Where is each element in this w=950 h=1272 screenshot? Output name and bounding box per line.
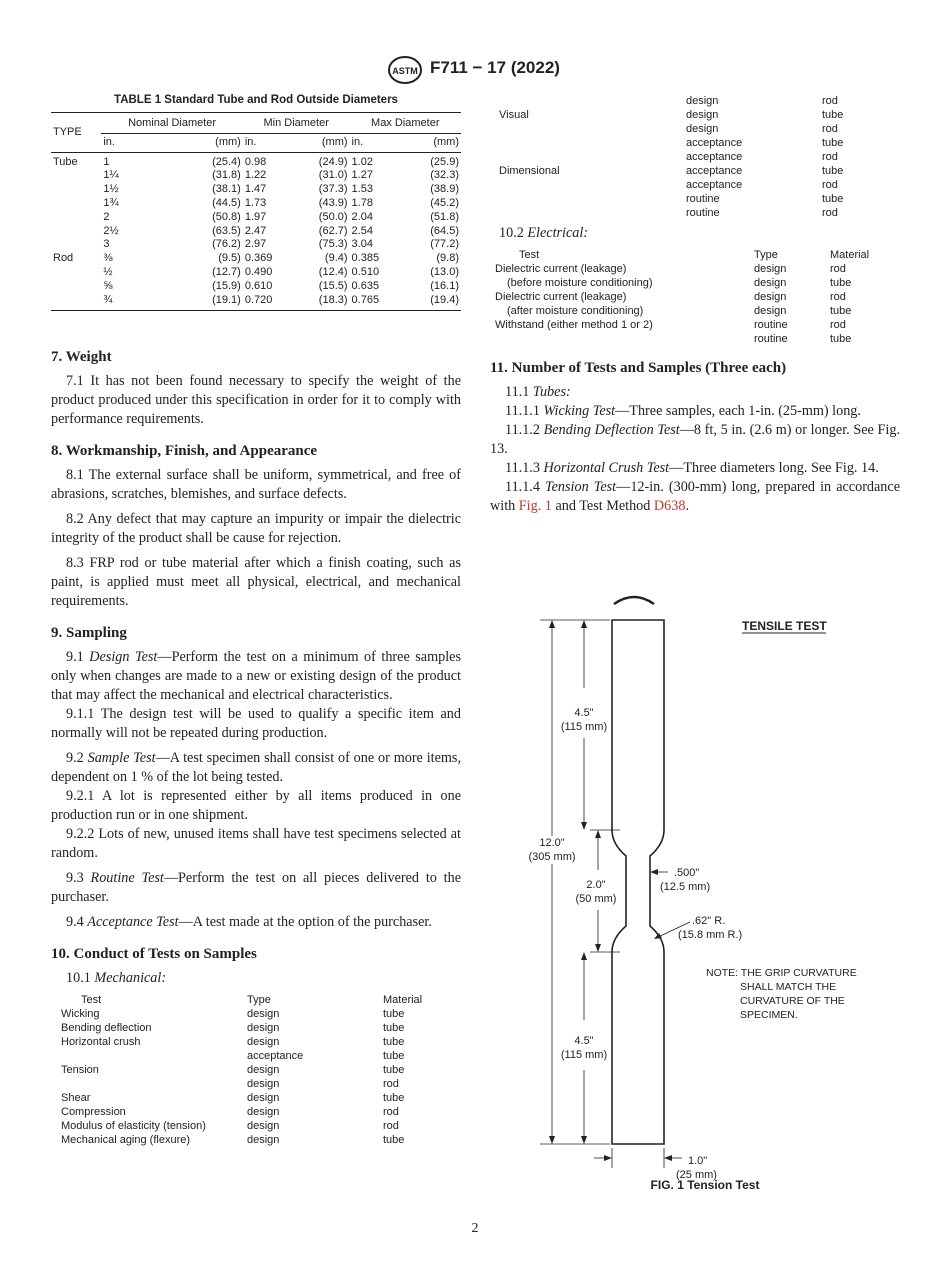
table1-cell: (77.2) [430, 238, 459, 251]
elec-row-cell: Withstand (either method 1 or 2) [495, 319, 653, 331]
mech-cont-row-cell: design [686, 109, 719, 121]
dim-500: .500" [674, 867, 700, 879]
table1-row [51, 266, 461, 280]
mech-cont-row-cell [499, 150, 686, 164]
table1-cell: (9.4) [324, 252, 348, 265]
mech-cont-row-cell: acceptance [686, 165, 743, 177]
dim-radius-mm: (15.8 mm R.) [678, 929, 743, 941]
table1-cell: (64.5) [430, 224, 459, 237]
mech-row-cell: design [247, 1120, 280, 1133]
dim-12-mm: (305 mm) [528, 851, 576, 863]
elec-row-cell: rod [830, 319, 846, 331]
dim-10-mm: (25 mm) [676, 1169, 717, 1181]
elec-row-cell: Dielectric current (leakage) [495, 291, 627, 303]
table1-cell: (37.3) [318, 183, 348, 196]
para-9-3: 9.3 Routine Test—Perform the test on all pieces delivered to the purchaser. [51, 870, 461, 906]
para-9-1: 9.1 Design Test—Perform the test on a minimum of three samples only when changes are made to a new or existing design of the product that may affect the mechanical and electrical characteristics. [51, 649, 461, 704]
table1-group-header: Max Diameter [350, 113, 461, 134]
mech-cont-row-cell: Dimensional [499, 165, 560, 177]
note-line-4: SPECIMEN. [740, 1009, 798, 1021]
para-10-1: 10.1 Mechanical: [66, 970, 167, 987]
page-number: 2 [471, 1221, 479, 1236]
table1-cell: (75.3) [318, 238, 348, 251]
table1-row [51, 169, 461, 183]
mech-cont-row [499, 94, 899, 108]
mech-row-cell: rod [383, 1078, 399, 1091]
table1-unit: (mm) [215, 135, 241, 148]
elec-row-cell: tube [830, 305, 852, 317]
mech-row-cell [61, 1077, 247, 1091]
mech-header: Material [383, 994, 423, 1007]
table1-cell: 0.635 [351, 279, 380, 292]
table1-cell: 2.04 [351, 210, 373, 223]
para-9-2-2: 9.2.2 Lots of new, unused items shall have test specimens selected at random. [51, 826, 461, 862]
elec-row [495, 276, 895, 290]
table1-cell: 0.610 [244, 279, 273, 292]
mech-header: Test [81, 994, 102, 1007]
mech-cont-row-cell: rod [822, 95, 838, 107]
table1-row [51, 152, 461, 169]
table1-cell: (25.4) [212, 155, 241, 168]
table1-cell [51, 225, 101, 239]
table1-cell: (12.7) [212, 265, 241, 278]
table1-row [51, 280, 461, 294]
table1-cell: (50.8) [212, 210, 241, 223]
section-7-title: 7. Weight [51, 349, 112, 366]
table1-cell: (9.8) [436, 252, 459, 265]
grip-curvature-arc [614, 597, 654, 604]
mech-row-cell: tube [383, 1064, 405, 1077]
elec-row [495, 318, 895, 332]
table1-cell: 1.27 [351, 169, 373, 182]
table1-cell: (32.3) [430, 169, 459, 182]
elec-header: Material [830, 249, 870, 261]
table1-cell [51, 211, 101, 225]
table1-cell: (38.9) [430, 183, 459, 196]
table1-unit: in. [103, 135, 115, 148]
mech-row-cell: design [247, 1008, 280, 1021]
elec-row [495, 332, 895, 346]
dim-radius: .62" R. [692, 915, 726, 927]
table1-cell: (31.8) [212, 169, 241, 182]
para-10-2: 10.2 Electrical: [499, 225, 589, 241]
mech-cont-row-cell [499, 192, 686, 206]
mech-row-cell: Compression [61, 1106, 126, 1119]
table1-cell [51, 280, 101, 294]
table1-cell: 1¾ [103, 196, 119, 209]
mech-cont-row-cell: acceptance [686, 179, 743, 191]
table1-cell: 1½ [103, 183, 119, 196]
elec-row-cell: design [754, 263, 787, 275]
mech-row-cell: design [247, 1134, 280, 1147]
elec-row-cell: routine [754, 319, 788, 331]
note-line-2: SHALL MATCH THE [740, 981, 837, 993]
mech-cont-row-cell: Visual [499, 109, 529, 121]
mech-row-cell [61, 1049, 247, 1063]
table1-cell [51, 294, 101, 311]
table1-cell: 0.98 [244, 155, 267, 168]
table1-unit: (mm) [321, 135, 348, 148]
table1-cell: (43.9) [318, 196, 348, 209]
electrical-tests-table [495, 248, 895, 346]
table1-row [51, 238, 461, 252]
document-code: F711 − 17 (2022) [430, 58, 560, 77]
mech-cont-row-cell: tube [822, 165, 844, 177]
mechanical-tests-table [61, 993, 441, 1147]
mech-row-cell: Modulus of elasticity (tension) [61, 1120, 206, 1133]
table1-cell: 2.47 [244, 224, 267, 237]
mech-row-cell: design [247, 1022, 280, 1035]
mech-cont-row-cell: routine [686, 193, 720, 205]
table1-row [51, 225, 461, 239]
para-7-1: 7.1 It has not been found necessary to specify the weight of the product produced under this specification in order for it to comply with performance requirements. [51, 373, 461, 428]
mech-cont-row [499, 150, 899, 164]
mech-cont-row-cell: tube [822, 137, 844, 149]
table1-cell: (15.5) [318, 279, 348, 292]
para-9-2-1: 9.2.1 A lot is represented either by all items produced in one production run or in one shipment. [51, 788, 461, 824]
table1-cell [51, 266, 101, 280]
dim-10: 1.0" [688, 1155, 708, 1167]
table1-cell: (51.8) [430, 210, 459, 223]
dim-45-bot-mm: (115 mm) [560, 1049, 608, 1061]
dim-500-mm: (12.5 mm) [660, 881, 711, 893]
table1-cell: 1.47 [244, 183, 267, 196]
table1-cell: (63.5) [212, 224, 241, 237]
mech-row-cell: Mechanical aging (flexure) [61, 1134, 191, 1147]
mech-row-cell: Bending deflection [61, 1022, 152, 1035]
mech-cont-row-cell [499, 178, 686, 192]
figure-title: TENSILE TEST [742, 619, 827, 633]
mech-cont-row-cell [499, 136, 686, 150]
fig-1-link[interactable]: Fig. 1 [518, 498, 552, 514]
para-11-1: 11.1 Tubes: [505, 384, 571, 400]
mech-row [61, 1077, 441, 1091]
specimen-outline [612, 620, 664, 1144]
mech-row-cell: design [247, 1106, 280, 1119]
mech-cont-row [499, 122, 899, 136]
mech-row [61, 1133, 441, 1147]
table1-cell: (31.0) [318, 169, 348, 182]
table1-cell: (15.9) [212, 279, 241, 292]
table1-cell: 2 [103, 210, 110, 223]
elec-row-cell: rod [830, 291, 846, 303]
note-line-3: CURVATURE OF THE [740, 995, 845, 1007]
para-8-3: 8.3 FRP rod or tube material after which a finish coating, such as paint, is applied must meet all physical, electrical, and mechanical requirements. [51, 555, 461, 610]
table1-cell: 0.510 [351, 265, 380, 278]
table1-type-header: TYPE [53, 126, 82, 139]
mech-cont-row-cell: rod [822, 207, 838, 219]
mech-cont-row-cell: acceptance [686, 151, 743, 163]
mech-row-cell: Wicking [61, 1008, 100, 1021]
mech-cont-row [499, 108, 899, 122]
table1-cell: 1.53 [351, 183, 373, 196]
table1-cell [51, 197, 101, 211]
dim-45-top-mm: (115 mm) [560, 721, 608, 733]
elec-row [495, 304, 895, 318]
table1-cell: 0.720 [244, 293, 273, 306]
mech-row [61, 1049, 441, 1063]
astm-logo [386, 56, 424, 84]
mech-row [61, 1105, 441, 1119]
table1-row [51, 252, 461, 266]
mech-row-cell: tube [383, 1134, 405, 1147]
table1-cell [51, 183, 101, 197]
table1 [51, 112, 461, 311]
table1-cell: (44.5) [212, 196, 241, 209]
table1-cell: 1 [103, 155, 110, 168]
table1-cell: ⅝ [103, 279, 113, 292]
table1-row [51, 197, 461, 211]
mech-row [61, 1035, 441, 1049]
table1-cell: (19.1) [212, 293, 241, 306]
table1-cell: 0.490 [244, 265, 273, 278]
table1-cell: (45.2) [430, 196, 459, 209]
elec-row [495, 262, 895, 276]
mech-cont-row [499, 136, 899, 150]
table1-cell: (25.9) [430, 155, 459, 168]
table1-cell: 1.78 [351, 196, 373, 209]
dim-45-top: 4.5" [574, 707, 594, 719]
mech-row-cell: design [247, 1064, 280, 1077]
table1-cell: 1.73 [244, 196, 267, 209]
tensile-test-figure [520, 588, 880, 1181]
mech-header: Type [247, 994, 271, 1007]
table1-cell: 2½ [103, 224, 119, 237]
para-11-1-2: 11.1.2 Bending Deflection Test—8 ft, 5 in. (2.6 m) or longer. See Fig. 13. [490, 422, 900, 457]
section-9-title: 9. Sampling [51, 625, 127, 642]
mech-row-cell: Tension [61, 1064, 99, 1077]
table1-cell: 1.22 [244, 169, 267, 182]
mech-cont-row-cell: rod [822, 151, 838, 163]
table1-cell: 0.369 [244, 252, 273, 265]
figure-caption: FIG. 1 Tension Test [650, 1178, 760, 1192]
mech-cont-row-cell: tube [822, 109, 844, 121]
mech-row-cell: Shear [61, 1092, 91, 1105]
mech-row-cell: tube [383, 1092, 405, 1105]
right-column [490, 94, 900, 522]
mech-row-cell: rod [383, 1120, 399, 1133]
dim-20: 2.0" [586, 879, 606, 891]
dim-12: 12.0" [539, 837, 565, 849]
table1-cell: (24.9) [318, 155, 348, 168]
table1-cell: Rod [53, 252, 74, 265]
para-9-1-1: 9.1.1 The design test will be used to qualify a specific item and normally will not be repeated during production. [51, 706, 461, 742]
elec-header: Type [754, 249, 778, 261]
page-header [0, 56, 950, 84]
mech-cont-row-cell: rod [822, 179, 838, 191]
para-11-1-1: 11.1.1 Wicking Test—Three samples, each 1-in. (25-mm) long. [505, 403, 861, 419]
table1-caption: TABLE 1 Standard Tube and Rod Outside Diameters [114, 94, 398, 106]
note-line-1: NOTE: THE GRIP CURVATURE [706, 967, 857, 979]
elec-row-cell: (before moisture conditioning) [507, 277, 653, 289]
table1-cell: (76.2) [212, 238, 241, 251]
table1-row [51, 294, 461, 311]
table1-cell: (50.0) [318, 210, 348, 223]
para-11-1-4: 11.1.4 Tension Test—12-in. (300-mm) long, prepared in accordance with Fig. 1 and Test Method D638. [490, 479, 900, 514]
table1-cell: (13.0) [430, 265, 459, 278]
table1-group-header: Nominal Diameter [101, 113, 243, 134]
mech-cont-row-cell: design [686, 123, 719, 135]
mech-cont-row-cell: acceptance [686, 137, 743, 149]
table1-unit: in. [244, 135, 257, 148]
section-11-title: 11. Number of Tests and Samples (Three each) [490, 360, 787, 376]
table1-cell: 3 [103, 238, 110, 251]
mech-row-cell: tube [383, 1050, 405, 1063]
mech-cont-row [499, 206, 899, 220]
para-11-1-3: 11.1.3 Horizontal Crush Test—Three diameters long. See Fig. 14. [505, 460, 879, 476]
mech-row-cell: tube [383, 1022, 405, 1035]
mech-cont-row-cell [499, 206, 686, 220]
table1-cell: (18.3) [318, 293, 348, 306]
table1-cell: (9.5) [218, 252, 241, 265]
elec-row-cell: routine [754, 333, 788, 345]
table1-cell: 1.97 [244, 210, 267, 223]
mech-row-cell: design [247, 1036, 280, 1049]
mech-row-cell: design [247, 1092, 280, 1105]
table1-cell [51, 169, 101, 183]
table1-cell: 2.54 [351, 224, 373, 237]
mech-row-cell: design [247, 1078, 280, 1091]
logo-text: ASTM [392, 66, 418, 76]
elec-row-cell: (after moisture conditioning) [507, 305, 644, 317]
table1-cell: (19.4) [430, 293, 459, 306]
table1-cell: (62.7) [318, 224, 348, 237]
table1-cell: 0.765 [351, 293, 380, 306]
table1-row [51, 183, 461, 197]
table1-cell: (16.1) [430, 279, 459, 292]
table1-group-header: Min Diameter [243, 113, 350, 134]
para-8-1: 8.1 The external surface shall be uniform, symmetrical, and free of abrasions, scratches, blemishes, and surface defects. [51, 467, 461, 503]
table1-cell: (38.1) [212, 183, 241, 196]
elec-header: Test [519, 249, 540, 261]
table1-cell: ¾ [103, 293, 113, 306]
elec-row-cell: tube [830, 277, 852, 289]
d638-link[interactable]: D638 [653, 498, 686, 514]
mech-row-cell: acceptance [247, 1050, 304, 1063]
table1-cell: Tube [53, 155, 78, 168]
mech-cont-row-cell: routine [686, 207, 720, 219]
mech-row-cell: rod [383, 1106, 399, 1119]
mech-row [61, 1119, 441, 1133]
mech-cont-row-cell: rod [822, 123, 838, 135]
mech-cont-row-cell: tube [822, 193, 844, 205]
elec-row [495, 290, 895, 304]
mech-row-cell: tube [383, 1036, 405, 1049]
table1-row [51, 211, 461, 225]
elec-row-cell: tube [830, 333, 852, 345]
table1-unit: in. [351, 135, 364, 148]
mech-cont-row [499, 178, 899, 192]
section-10-title: 10. Conduct of Tests on Samples [51, 946, 257, 963]
table1-cell: 1.02 [351, 155, 373, 168]
elec-row-cell [495, 332, 754, 346]
elec-row-cell: Dielectric current (leakage) [495, 263, 627, 275]
table1-cell [51, 238, 101, 252]
table1-unit: (mm) [433, 135, 459, 148]
table1-cell: 1¼ [103, 169, 119, 182]
table1-cell: 3.04 [351, 238, 373, 251]
para-9-2: 9.2 Sample Test—A test specimen shall consist of one or more items, dependent on 1 % of the lot being tested. [51, 750, 461, 786]
table1-cell: ⅜ [103, 252, 113, 265]
mech-row [61, 1021, 441, 1035]
mech-cont-row [499, 164, 899, 178]
elec-row-cell: design [754, 305, 787, 317]
mech-row [61, 1063, 441, 1077]
mech-row-cell: tube [383, 1008, 405, 1021]
mechanical-tests-continued [499, 94, 899, 220]
mech-cont-row-cell: design [686, 95, 719, 107]
table1-cell: ½ [103, 265, 113, 278]
section-8-title: 8. Workmanship, Finish, and Appearance [51, 443, 318, 460]
mech-row [61, 1091, 441, 1105]
elec-row-cell: rod [830, 263, 846, 275]
para-9-4: 9.4 Acceptance Test—A test made at the option of the purchaser. [66, 914, 432, 931]
table1-cell: (12.4) [318, 265, 348, 278]
left-column [51, 94, 461, 1147]
mech-cont-row-cell [499, 94, 686, 108]
elec-row-cell: design [754, 291, 787, 303]
mech-cont-row-cell [499, 122, 686, 136]
table1-cell: 2.97 [244, 238, 267, 251]
mech-row [61, 1007, 441, 1021]
para-8-2: 8.2 Any defect that may capture an impurity or impair the dielectric integrity of the product shall be cause for rejection. [51, 511, 461, 547]
table1-body [51, 152, 461, 311]
dim-45-bot: 4.5" [574, 1035, 594, 1047]
table1-cell: 0.385 [351, 252, 380, 265]
dim-20-mm: (50 mm) [575, 893, 617, 905]
mech-cont-row [499, 192, 899, 206]
mech-row-cell: Horizontal crush [61, 1036, 141, 1049]
elec-row-cell: design [754, 277, 787, 289]
